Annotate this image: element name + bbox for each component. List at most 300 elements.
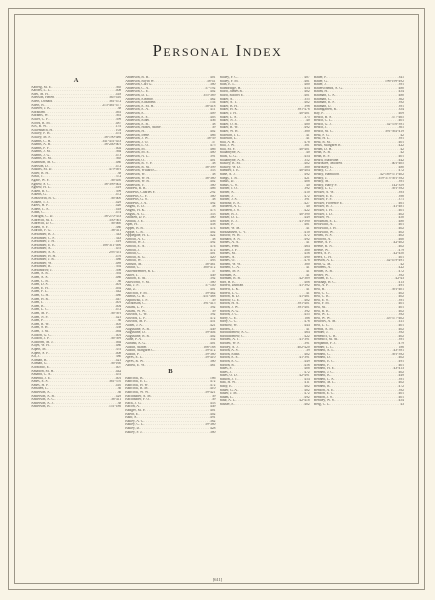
entry-name: Benson, J. S. [313, 395, 333, 399]
entry-pages: 404 [115, 304, 122, 308]
entry-pages: 391-401 [391, 288, 404, 292]
entry-pages: 352 [304, 158, 310, 162]
entry-pages: 36-460 [110, 222, 122, 226]
entry-name: Bardeen, J. S. [219, 208, 240, 212]
entry-name: Barnes, A. A. [219, 241, 240, 245]
entry-name: Ashton, E. M. [125, 277, 147, 281]
entry-pages: 491 [209, 416, 216, 420]
entry-pages: 42-418 [299, 399, 310, 403]
entry-pages: 39-472 [205, 349, 216, 353]
entry-pages: 402 [115, 146, 122, 150]
entry-name: Banks, D. [219, 180, 235, 184]
entry-pages: 186 [209, 376, 216, 380]
entry-pages: 402 [398, 370, 404, 374]
entry-name: Abraham [31, 110, 45, 114]
entry-pages: 41-392 [299, 284, 310, 288]
entry-name: Beebe, W. [313, 248, 329, 252]
entry-name: Apple, C. R. [125, 230, 144, 234]
entry-name: Beckman, E. L. [313, 219, 337, 223]
entry-name: Albrecht, D. C. [31, 222, 54, 226]
entry-pages: 476 [115, 254, 122, 258]
entry-name: Apel, H. [125, 223, 138, 227]
entry-name: Baker, N. J. [219, 119, 237, 123]
entry-pages: 380 [209, 216, 216, 220]
entry-name: Baehr, E. [125, 412, 139, 416]
entry-pages: 38-399 [205, 165, 216, 169]
entry-pages: 186-188 [203, 345, 216, 349]
entry-name: Bahr, A. [125, 416, 138, 420]
entry-pages: 365 [115, 85, 122, 89]
entry-pages: 487 [115, 121, 122, 125]
entry-name: Allen, S. H. [31, 326, 49, 330]
entry-pages: 490 [304, 255, 310, 259]
entry-name: Allen, D. S. [31, 283, 49, 287]
entry-pages: 472 [115, 193, 122, 197]
entry-name: Baker, B. H. [219, 104, 238, 108]
entry-pages: 362 [398, 97, 404, 101]
entry-name: Aitken, T. J. [31, 200, 49, 204]
entry-pages: 472 [398, 385, 404, 389]
entry-name: Barnes, N. [219, 255, 236, 259]
entry-name: Barton, Edith [219, 352, 240, 356]
entry-name: Aaberg, M. E. [31, 85, 52, 89]
entry-name: Babcock, W. W. [125, 391, 149, 395]
entry-pages: 391 [209, 155, 216, 159]
entry-pages: 420 [115, 204, 122, 208]
entry-name: Barnett, W. W. [219, 262, 242, 266]
entry-pages: 422 [209, 234, 216, 238]
entry-pages: 427 [304, 201, 310, 205]
entry-name: Bauer, J. [313, 83, 327, 87]
entry-pages: 154 [209, 101, 216, 105]
entry-pages: 402 [304, 298, 310, 302]
entry-name: Bailey, A. C. [125, 419, 145, 423]
entry-name: Anderson, W. H. [125, 176, 150, 180]
entry-name: Austin, Mabel [125, 345, 147, 349]
entry-name: Berg, C. L. [313, 403, 331, 407]
entry-pages: 460 [398, 237, 404, 241]
entry-pages: 401 [398, 208, 404, 212]
entry-name: Becker, A. W. [313, 191, 335, 194]
entry-pages: 419 [115, 240, 122, 244]
entry-pages: 39 [211, 126, 216, 130]
entry-name: Bean, R. F. [313, 155, 331, 159]
index-column [125, 76, 215, 570]
entry-pages: 402 [304, 385, 310, 389]
entry-pages: 472 [209, 383, 216, 387]
entry-name: Arnold, J. [125, 248, 140, 252]
entry-name: Bell, A. P. [313, 284, 329, 288]
entry-name: Akers, H. P. [31, 204, 49, 208]
entry-pages: 36-240-401 [104, 143, 122, 147]
entry-pages: 391 [398, 83, 404, 87]
entry-name: Aiken, R. C. [31, 189, 50, 193]
entry-name: Anderson, A. B. [31, 394, 55, 398]
entry-pages: 402 [398, 295, 404, 299]
entry-pages: 38 [211, 205, 216, 209]
entry-pages: 480 [304, 83, 310, 87]
entry-pages: 402 [209, 180, 216, 184]
entry-name: Allen, T. M. [31, 329, 49, 333]
entry-name: Angell, E. D. [125, 205, 145, 209]
entry-name: Beatty, M. [313, 180, 330, 184]
entry-name: Bell, W. W. [313, 316, 331, 320]
entry-name: Ainsworth, B. C. [31, 197, 57, 200]
entry-pages: 464 [304, 244, 310, 248]
entry-name: Abel, M. H. [31, 92, 49, 96]
entry-pages: 401 [398, 395, 404, 399]
section-letter: A [73, 77, 79, 84]
entry-name: Alpert, S. F. [31, 351, 49, 355]
entry-pages: 354 [398, 108, 404, 112]
entry-pages: 39-404 [205, 331, 216, 335]
entry-pages: 36-270-353 [104, 214, 122, 218]
leader-dots [330, 403, 400, 407]
entry-name: Babcock, H. W. [125, 383, 149, 387]
entry-name: Bell, C. K. [313, 295, 330, 299]
entry-pages: 455 [304, 313, 310, 317]
entry-name: Bauerschmid, A. G. [313, 86, 343, 90]
entry-pages: 408 [304, 367, 310, 371]
entry-pages: 293-351 [108, 250, 122, 254]
entry-pages: 391-392-419 [384, 129, 404, 133]
entry-name: Barton, H. A. [219, 302, 240, 306]
entry-name: Banks, C. S. [219, 183, 238, 187]
entry-pages: 454 [304, 86, 310, 90]
entry-pages: 391-392 [391, 187, 404, 191]
entry-pages: 472 [209, 248, 216, 252]
entry-name: Arnold, A. C. [125, 237, 146, 241]
entry-pages: 39 [211, 398, 216, 402]
entry-name: Babcock, E. L. [125, 380, 148, 384]
entry-pages: 402 [304, 388, 310, 392]
entry-name: Balsley, R. M. [219, 162, 241, 166]
entry-pages: 42-402 [393, 241, 404, 245]
entry-pages: 407 [115, 365, 122, 369]
entry-pages: 449 [209, 327, 216, 331]
entry-name: Benedict, C. R. [313, 334, 337, 338]
entry-name: Allison, G. C. [31, 333, 52, 337]
entry-pages: 422 [398, 144, 404, 148]
entry-name: Arthur, C. [125, 266, 141, 270]
entry-pages: 36-400 [110, 197, 122, 200]
entry-pages: 36-399 [110, 337, 122, 341]
entry-name: Anderson, V. [125, 183, 145, 187]
entry-name: Alexander, E. E. [31, 243, 56, 247]
entry-pages: 39 [211, 309, 216, 313]
entry-name: Anderson, E. A. [125, 108, 149, 112]
entry-pages: 364 [115, 150, 122, 154]
entry-name: Albrecht, M. J. [31, 218, 54, 222]
entry-name: Bedford, A. [313, 237, 332, 241]
entry-name: Beach, J. [313, 126, 328, 130]
entry-pages: 401 [398, 302, 404, 306]
entry-pages: 38-41 [206, 79, 216, 83]
entry-pages: 392 [209, 306, 216, 309]
entry-pages: 392 [304, 187, 310, 191]
entry-name: Benson, E. C. [313, 392, 335, 396]
entry-pages: 36 [117, 387, 122, 391]
entry-name: Anderson, E. M. H. [125, 104, 155, 108]
entry-name: Bainbridge, H. [219, 86, 242, 90]
entry-name: Anderson, C. E. [125, 90, 149, 94]
entry-name: Aubel, J. A. [125, 323, 143, 327]
entry-pages: 380 [209, 280, 216, 284]
entry-pages: 480 [398, 86, 404, 90]
entry-name: Barkhausen, C. V. [219, 230, 247, 234]
entry-pages: 474 [115, 132, 122, 136]
entry-name: Ballantyne, A. [219, 151, 241, 155]
entry-name: Anderson, Carl G. [125, 83, 153, 87]
entry-name: Alden, S. F. [31, 225, 49, 229]
entry-pages: 38 [211, 162, 216, 166]
entry-name: Agate, W. F. [31, 179, 50, 183]
entry-name: Batt, H. W. [219, 381, 236, 385]
entry-pages: 402 [398, 291, 404, 295]
entry-name: Anderson, W. B. [125, 180, 150, 184]
entry-name: Bellows, A. M. [313, 320, 337, 324]
entry-pages: 39 [306, 349, 310, 353]
entry-name: Beach, G. J. [313, 122, 332, 126]
entry-pages: 39-462 [205, 291, 216, 295]
entry-pages: 492 [304, 395, 310, 399]
entry-name: Anderson, E. B. [125, 122, 149, 126]
entry-name: Alexander, J. R. [31, 258, 55, 262]
entry-name: Becker, F. F. [313, 198, 333, 202]
entry-name: Augustine, A. B. [125, 327, 150, 331]
entry-pages: 402 [304, 101, 310, 105]
entry-name: Ames, H. P. [31, 383, 49, 387]
entry-name: Bartlett, W. F. [219, 341, 240, 345]
entry-name: Bailey, F. M. [219, 79, 239, 83]
entry-name: Anderson, B. [31, 405, 51, 409]
entry-name: Bauman, C. [313, 97, 332, 101]
entry-name: Anderson, M. [125, 147, 146, 151]
entry-name: Beach, M. C. [313, 129, 334, 133]
entry-pages: 38 [211, 173, 216, 177]
entry-pages: 391 [398, 137, 404, 141]
entry-name: Batty, E. [219, 385, 233, 389]
entry-name: Arnold, W. J. [125, 241, 145, 245]
entry-pages: 355-389 [203, 93, 216, 97]
entry-pages: 43-377-402 [386, 316, 404, 320]
entry-name: Barnum, R. B. [219, 277, 241, 281]
entry-name: Acker, C. F. [31, 117, 49, 121]
entry-pages: 480 [209, 151, 216, 155]
entry-name: Barrett, L. C. [219, 291, 240, 295]
entry-name: Bell, W. L. [313, 313, 330, 317]
entry-name: Balls, G. G. [219, 155, 238, 159]
entry-name: Beatty, Hamilton [313, 173, 339, 177]
entry-pages: 429 [115, 394, 122, 398]
entry-name: Barron, R. D. [219, 295, 240, 299]
entry-pages: 456 [304, 252, 310, 256]
entry-name: Alexander, H. H. [31, 254, 57, 258]
entry-pages: 391 [398, 298, 404, 302]
entry-name: Anderson, Hazel, Marie [125, 126, 161, 130]
entry-pages: 41 [306, 291, 310, 295]
entry-pages: 462 [209, 97, 216, 101]
entry-pages: 472 [304, 234, 310, 238]
entry-name: Anderson, R. M. [125, 165, 150, 169]
entry-pages: 398 [398, 194, 404, 198]
entry-name: Anderson, A. C. [31, 398, 55, 402]
entry-name: Behr, G. M. [313, 262, 332, 266]
entry-name: Batson, J. T. [219, 377, 238, 381]
entry-pages: 396 [304, 104, 310, 108]
entry-pages: 436 [209, 119, 216, 123]
entry-name: Bates, J. [219, 370, 232, 374]
entry-name: Belknap, H. C. [313, 280, 336, 284]
entry-pages: 380 [115, 225, 122, 229]
entry-name: Adams, J. G. [31, 153, 51, 157]
entry-name: Allen, E. H. [31, 286, 49, 290]
entry-pages: 380 [304, 248, 310, 252]
entry-pages: 464 [115, 340, 122, 344]
entry-name: Anderson, Ethel [125, 119, 150, 123]
entry-name: Barton, A. S. [219, 349, 239, 353]
entry-pages: 40 [306, 151, 310, 155]
entry-pages: 402 [304, 403, 310, 407]
entry-name: Barbour, E. E. [219, 201, 241, 205]
entry-pages: 402 [398, 334, 404, 338]
entry-name: Bennett, K. [313, 374, 331, 378]
entry-pages: 453 [209, 401, 216, 405]
entry-pages: 411 [210, 108, 216, 112]
entry-pages: 454 [304, 377, 310, 381]
entry-pages: 151-186 [108, 405, 122, 409]
entry-name: Becker, E. E. [313, 194, 334, 198]
entry-pages: 40-401 [299, 111, 310, 115]
entry-name: Asher, I. [125, 273, 138, 277]
entry-name: Becker, J. H. [313, 208, 333, 212]
entry-pages: 491 [398, 359, 404, 363]
entry-name: Baum, H. [313, 90, 328, 94]
entry-name: Atkins, L. F. [125, 306, 144, 309]
entry-pages: 458 [209, 223, 216, 227]
entry-pages: 38 [211, 198, 216, 202]
entry-pages: 380 [209, 183, 216, 187]
entry-pages: 451 [115, 247, 122, 251]
entry-name: Adkins, M. D. [31, 168, 53, 172]
entry-pages: 391-401 [297, 306, 310, 309]
entry-pages: 479-491 [108, 168, 122, 172]
entry-pages: 461 [209, 363, 216, 367]
entry-name: Atwood, C. W. [125, 313, 148, 317]
entry-pages: 410 [209, 387, 216, 391]
entry-name: Beals, Margaret R. [313, 144, 342, 148]
entry-name: Bennett, D. [313, 356, 331, 360]
entry-pages: 38 [117, 171, 122, 175]
entry-name: Barrow, G. E. [219, 298, 240, 302]
entry-pages: 402 [304, 162, 310, 166]
entry-name: Anderson, J. O. [125, 140, 149, 144]
entry-name: Allen, P. [31, 319, 44, 323]
entry-pages: 402 [398, 226, 404, 230]
entry-pages: 473 [209, 208, 216, 212]
entry-pages: 41 [306, 266, 310, 270]
entry-pages: 391 [304, 341, 310, 345]
entry-name: Bennett, J. C. [313, 370, 334, 374]
entry-name: Altman, G. [31, 362, 48, 366]
entry-pages: 409 [398, 111, 404, 115]
entry-pages: 42 [400, 147, 404, 151]
entry-pages: 489 [115, 261, 122, 265]
entry-pages: 380 [209, 359, 216, 363]
entry-name: Baker, H. K. [219, 108, 239, 112]
entry-pages: 38 [117, 401, 122, 405]
entry-name: Beebe, R. N. [313, 244, 333, 248]
entry-pages: 401 [398, 392, 404, 396]
entry-name: Bates, O. D. [219, 374, 238, 378]
entry-pages: 401 [209, 288, 216, 292]
entry-name: Bates, F. [219, 367, 233, 371]
entry-pages: 371 [398, 198, 404, 202]
entry-name: Anderson, E. E. [125, 115, 149, 119]
entry-name: Alpert, M. [31, 347, 47, 351]
entry-pages: 402-420 [297, 345, 310, 349]
entry-pages: 466 [209, 133, 216, 137]
entry-pages: 398 [115, 268, 122, 272]
entry-name: Benedict, M. M. [313, 338, 339, 342]
entry-pages: 380-472 [203, 266, 216, 270]
entry-name: Anderson, E. [125, 111, 145, 115]
entry-pages: 442 [115, 290, 122, 294]
entry-pages: 454 [398, 399, 404, 403]
entry-name: Bauer, G. A. [219, 388, 238, 392]
entry-pages: 41 [306, 273, 310, 277]
entry-name: Becker, J. D. [313, 212, 333, 216]
entry-pages: 38 [211, 237, 216, 241]
entry-name: Adler, R. H. [31, 171, 49, 175]
entry-name: Arnold, C. [125, 252, 141, 256]
entry-pages: 39-380 [205, 352, 216, 356]
entry-name: Anderson, J. W. [125, 137, 149, 141]
entry-pages: 492 [209, 201, 216, 205]
entry-pages: 42 [400, 262, 404, 266]
entry-name: Bennett, H. E. [313, 367, 335, 371]
entry-name: Ashworth, V. M. [125, 280, 150, 284]
index-column [220, 76, 310, 570]
page-number: [ 611 ] [0, 577, 435, 582]
entry-name: Baldwin, L. [219, 137, 238, 141]
entry-name: Anderson, Willard C. [125, 169, 157, 173]
entry-name: Baker, A. [219, 97, 234, 101]
entry-pages: 487 [304, 76, 310, 79]
entry-pages: 391-392 [391, 352, 404, 356]
entry-pages: 41-391 [299, 356, 310, 360]
entry-name: Benjamin, F. J. [313, 341, 336, 345]
entry-pages: 454 [398, 90, 404, 94]
entry-name: Aspinwall, I. P. [125, 298, 148, 302]
entry-pages: 391-415 [203, 302, 216, 306]
entry-pages: 380 [209, 430, 216, 434]
entry-name: Beatty, L. L. [313, 187, 333, 191]
entry-name: Barnett, M. F. [219, 270, 240, 274]
entry-pages: 401 [209, 409, 216, 413]
entry-name: Bender, J. [313, 331, 329, 335]
entry-name: Bartlett, A. T. [219, 338, 240, 342]
entry-pages: 474 [209, 226, 216, 230]
entry-pages: 43-413 [393, 367, 404, 371]
entry-name: Angus, A. G. [125, 212, 145, 216]
entry-pages: 464 [304, 331, 310, 335]
entry-name: Augustine, D. [125, 331, 146, 335]
entry-name: Anderson, L. O. [125, 144, 150, 148]
entry-pages: 36 [117, 319, 122, 323]
entry-pages: 480 [115, 344, 122, 348]
entry-name: Alexander, J. H. [31, 240, 55, 244]
